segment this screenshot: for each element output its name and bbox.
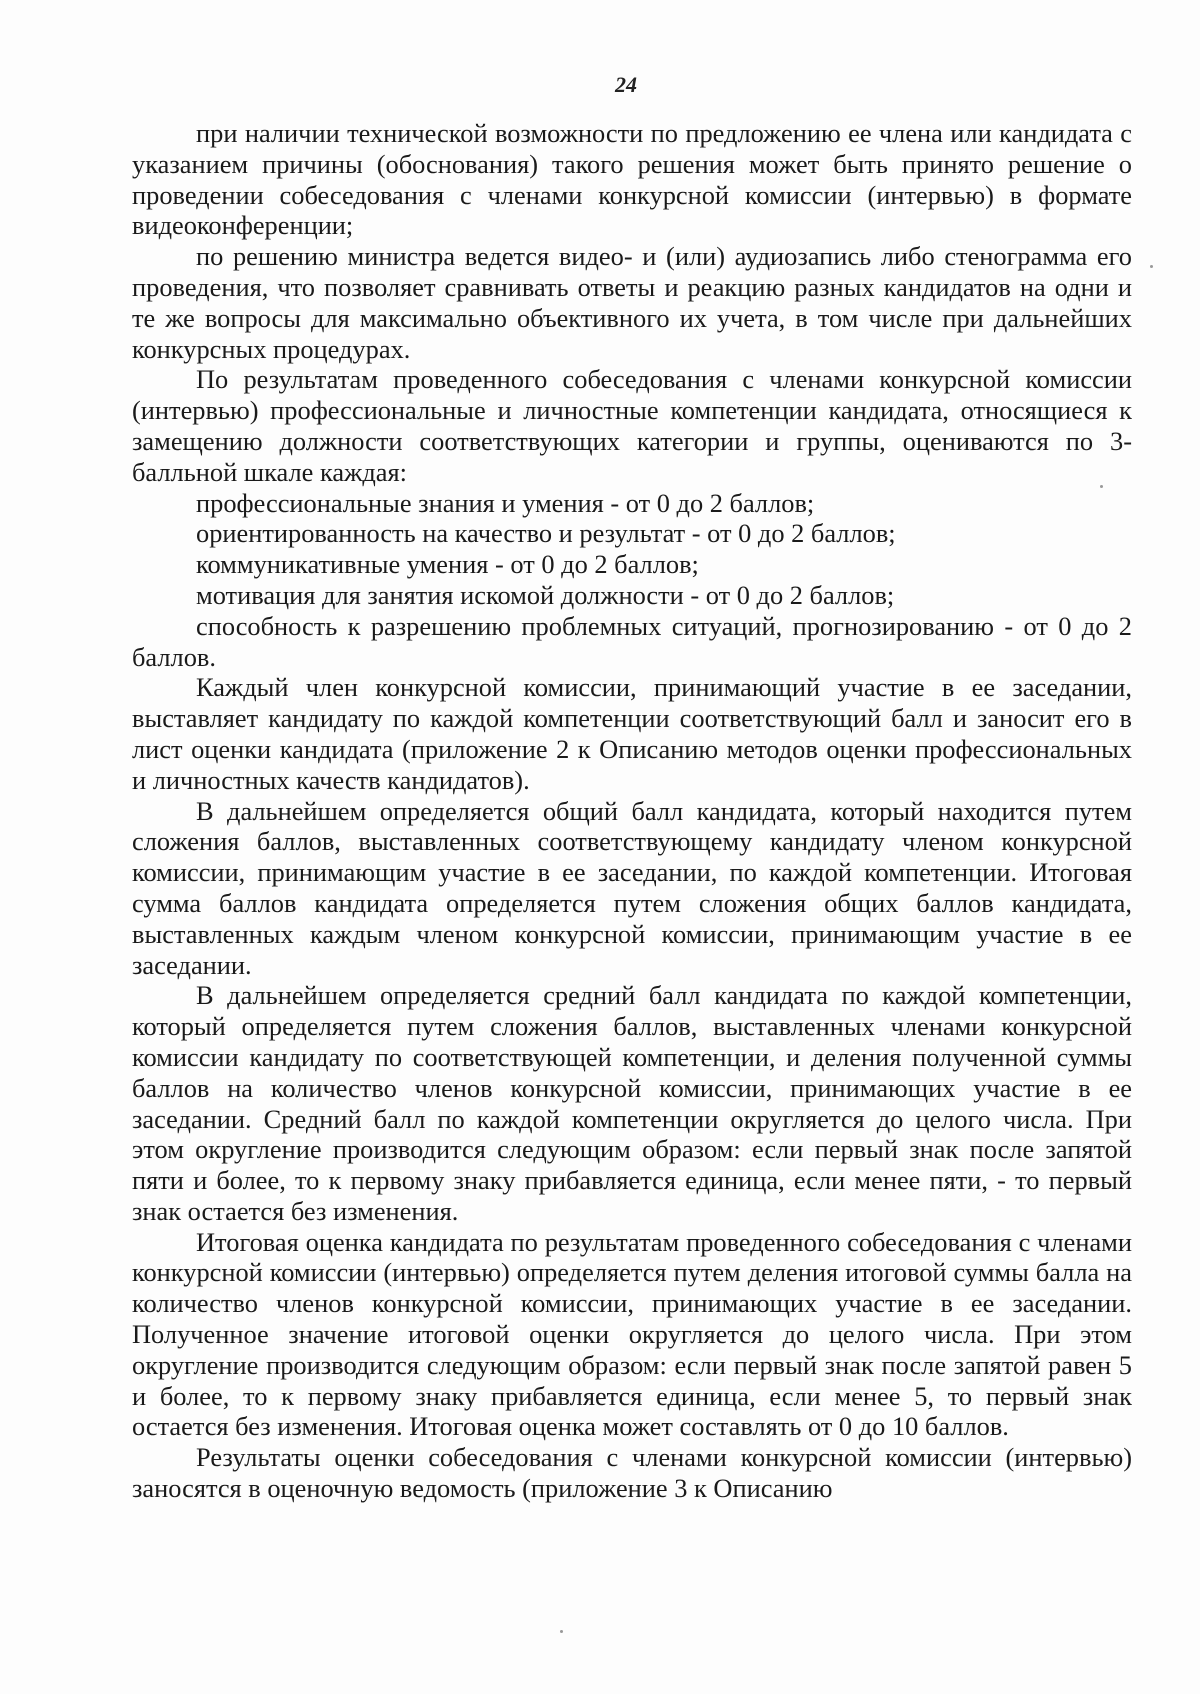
paragraph-competencies-intro: По результатам проведенного собеседования с членами конкурсной комиссии (интервью) профессиональные и личностные компетенции кандидата, относящиеся к замещению должности соответствующих категории и группы, оцениваются по 3-балльной шкале каждая: [132, 364, 1132, 487]
paragraph-videoconference: при наличии технической возможности по предложению ее члена или кандидата с указанием причины (обоснования) такого решения может быть принято решение о проведении собеседования с членами конкурсной комиссии (интервью) в формате видеоконференции; [132, 118, 1132, 241]
paragraph-results-recording: Результаты оценки собеседования с членами конкурсной комиссии (интервью) заносятся в оценочную ведомость (приложение 3 к Описанию [132, 1442, 1132, 1504]
paragraph-total-score: В дальнейшем определяется общий балл кандидата, который находится путем сложения баллов, выставленных соответствующему кандидату членом конкурсной комиссии, принимающим участие в ее заседании, по каждой компетенции. Итоговая сумма баллов кандидата определяется путем сложения общих баллов кандидата, выставленных каждым членом конкурсной комиссии, принимающим участие в ее заседании. [132, 795, 1132, 980]
scan-speck [560, 1630, 563, 1633]
paragraph-recording: по решению министра ведется видео- и (или) аудиозапись либо стенограмма его проведения, что позволяет сравнивать ответы и реакцию разных кандидатов на одни и те же вопросы для максимально объективного их учета, в том числе при дальнейших конкурсных процедурах. [132, 241, 1132, 364]
scan-speck [1150, 265, 1153, 268]
list-item-motivation: мотивация для занятия искомой должности - от 0 до 2 баллов; [196, 579, 895, 610]
list-item-quality-orientation: ориентированность на качество и результат - от 0 до 2 баллов; [196, 518, 896, 549]
document-body [132, 118, 1132, 1504]
list-item-problem-solving: способность к разрешению проблемных ситуаций, прогнозированию - от 0 до 2 баллов. [132, 610, 1132, 672]
paragraph-scoring-by-member: Каждый член конкурсной комиссии, принимающий участие в ее заседании, выставляет кандидату по каждой компетенции соответствующий балл и заносит его в лист оценки кандидата (приложение 2 к Описанию методов оценки профессиональных и личностных качеств кандидатов). [132, 672, 1132, 795]
page-number: 24 [615, 72, 637, 97]
list-item-communication-skills: коммуникативные умения - от 0 до 2 баллов; [196, 549, 699, 580]
paragraph-average-score: В дальнейшем определяется средний балл кандидата по каждой компетенции, который определяется путем сложения баллов, выставленных членами конкурсной комиссии кандидату по соответствующей компетенции, и деления полученной суммы баллов на количество членов конкурсной комиссии, принимающих участие в ее заседании. Средний балл по каждой компетенции округляется до целого числа. При этом округление производится следующим образом: если первый знак после запятой пяти и более, то к первому знаку прибавляется единица, если менее пяти, - то первый знак остается без изменения. [132, 980, 1132, 1226]
list-item-professional-knowledge: профессиональные знания и умения - от 0 до 2 баллов; [196, 487, 815, 518]
scan-speck [1100, 485, 1103, 488]
paragraph-final-score: Итоговая оценка кандидата по результатам проведенного собеседования с членами конкурсной комиссии (интервью) определяется путем деления итоговой суммы балла на количество членов конкурсной комиссии, принимающих участие в ее заседании. Полученное значение итоговой оценки округляется до целого числа. При этом округление производится следующим образом: если первый знак после запятой равен 5 и более, то к первому знаку прибавляется единица, если менее 5, то первый знак остается без изменения. Итоговая оценка может составлять от 0 до 10 баллов. [132, 1226, 1132, 1442]
